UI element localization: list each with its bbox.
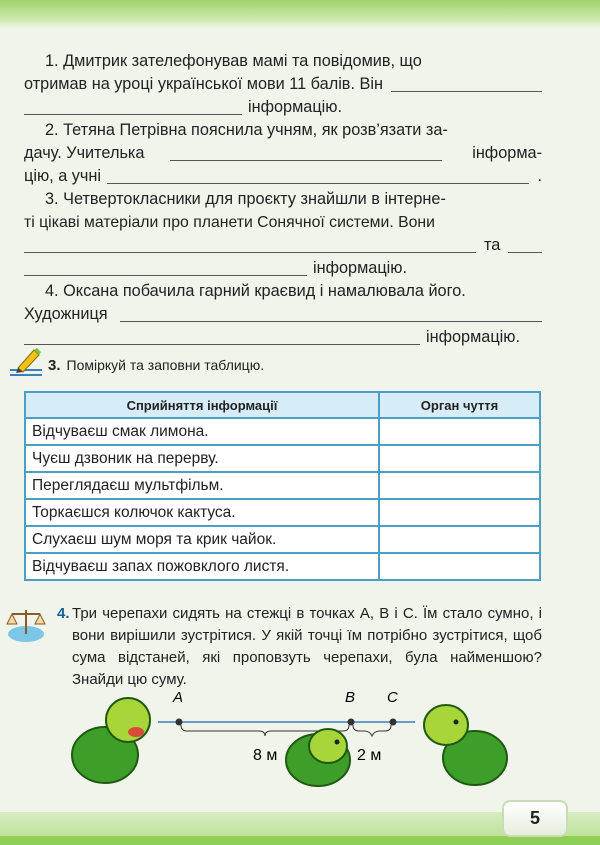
answer-blank[interactable] [391, 75, 542, 92]
sentence-text: дачу. Учителька [24, 144, 145, 162]
exercise-3-heading [48, 357, 264, 374]
answer-blank[interactable] [24, 328, 420, 345]
column-header: Орган чуття [379, 392, 540, 418]
distance-ab: 8 м [253, 747, 278, 764]
text-line [24, 257, 542, 280]
sentence-text: цію, а учні [24, 167, 102, 185]
sense-organ-cell[interactable] [379, 445, 540, 472]
brace-bc [353, 725, 391, 736]
text-line [24, 280, 563, 303]
column-header: Сприйняття інформації [25, 392, 379, 418]
point-c [390, 719, 397, 726]
sentence-text: Художниця [24, 305, 108, 323]
text-line [24, 326, 542, 349]
label-b: B [345, 689, 356, 706]
table-row [25, 472, 540, 499]
perception-cell: Переглядаєш мультфільм. [25, 472, 379, 499]
sense-organ-cell[interactable] [379, 553, 540, 580]
perception-cell: Слухаєш шум моря та крик чайок. [25, 526, 379, 553]
answer-blank[interactable] [24, 236, 476, 253]
table-row [25, 526, 540, 553]
perception-cell: Відчуваєш смак лимона. [25, 418, 379, 445]
text-line [24, 303, 542, 326]
sentence-text: інформацію. [426, 328, 521, 346]
point-b [348, 719, 355, 726]
table-row [25, 445, 540, 472]
table-row [25, 553, 540, 580]
answer-blank[interactable] [508, 236, 542, 253]
sentence-text: 1. Дмитрик зателефонував мамі та повідомив, що [45, 52, 422, 70]
sentence-text: ті цікаві матеріали про планети Сонячної системи. Вони [24, 214, 435, 231]
perception-cell: Торкаєшся колючок кактуса. [25, 499, 379, 526]
perception-cell: Відчуваєш запах пожовклого листя. [25, 553, 379, 580]
exercise-4-text [57, 603, 542, 691]
sense-organ-cell[interactable] [379, 418, 540, 445]
sense-organ-cell[interactable] [379, 526, 540, 553]
text-line [24, 50, 563, 73]
answer-blank[interactable] [24, 259, 307, 276]
table-row [25, 418, 540, 445]
sentence-text: та [484, 236, 501, 254]
answer-blank[interactable] [120, 305, 542, 322]
text-line [24, 73, 542, 96]
sense-organ-cell[interactable] [379, 472, 540, 499]
exercise-title: Поміркуй та заповни таблицю. [66, 357, 265, 373]
text-line [24, 211, 542, 234]
distance-bc: 2 м [357, 747, 382, 764]
turtle-left-icon [72, 698, 150, 783]
exercise-number: 4. [57, 605, 70, 622]
answer-blank[interactable] [107, 167, 529, 184]
perception-table [24, 391, 541, 581]
sentence-text: 4. Оксана побачила гарний краєвид і намалювала його. [45, 282, 466, 300]
exercise-text: Три черепахи сидять на стежці в точках А, В і С. Їм стало сумно, і вони вирішили зустрітися. У якій точці їм потрібно зустрітися, щоб сума відстаней, які проповзуть черепахи, була найменшою? Знайди цю суму. [72, 605, 542, 688]
top-band [0, 0, 600, 28]
text-line [24, 234, 542, 257]
sentence-text: . [537, 167, 542, 185]
sense-organ-cell[interactable] [379, 499, 540, 526]
scales-icon [4, 604, 48, 644]
turtle-right-icon [424, 705, 507, 785]
perception-cell: Чуєш дзвоник на перерву. [25, 445, 379, 472]
turtle-path-diagram [0, 680, 600, 800]
bottom-stripe [0, 836, 600, 845]
exercise-number: 3. [48, 357, 61, 374]
table-row [25, 499, 540, 526]
text-line [24, 188, 563, 211]
sentence-text: інформа- [472, 144, 542, 162]
sentence-text: отримав на уроці української мови 11 балів. Він [24, 75, 383, 93]
text-line [24, 165, 542, 188]
page-number: 5 [502, 800, 568, 837]
turtle-middle-icon [286, 729, 350, 786]
label-a: A [173, 689, 184, 706]
answer-blank[interactable] [170, 144, 442, 161]
text-line [24, 119, 563, 142]
answer-blank[interactable] [24, 98, 242, 115]
sentence-text: інформацію. [248, 98, 343, 116]
text-line [24, 142, 542, 165]
sentence-text: 3. Четвертокласники для проєкту знайшли в інтерне- [45, 190, 446, 208]
table-header-row [25, 392, 540, 418]
label-c: C [387, 689, 398, 706]
sentence-text: інформацію. [313, 259, 408, 277]
text-line [24, 96, 542, 119]
pencil-icon [6, 346, 46, 380]
sentence-text: 2. Тетяна Петрівна пояснила учням, як розв’язати за- [45, 121, 448, 139]
point-a [176, 719, 183, 726]
